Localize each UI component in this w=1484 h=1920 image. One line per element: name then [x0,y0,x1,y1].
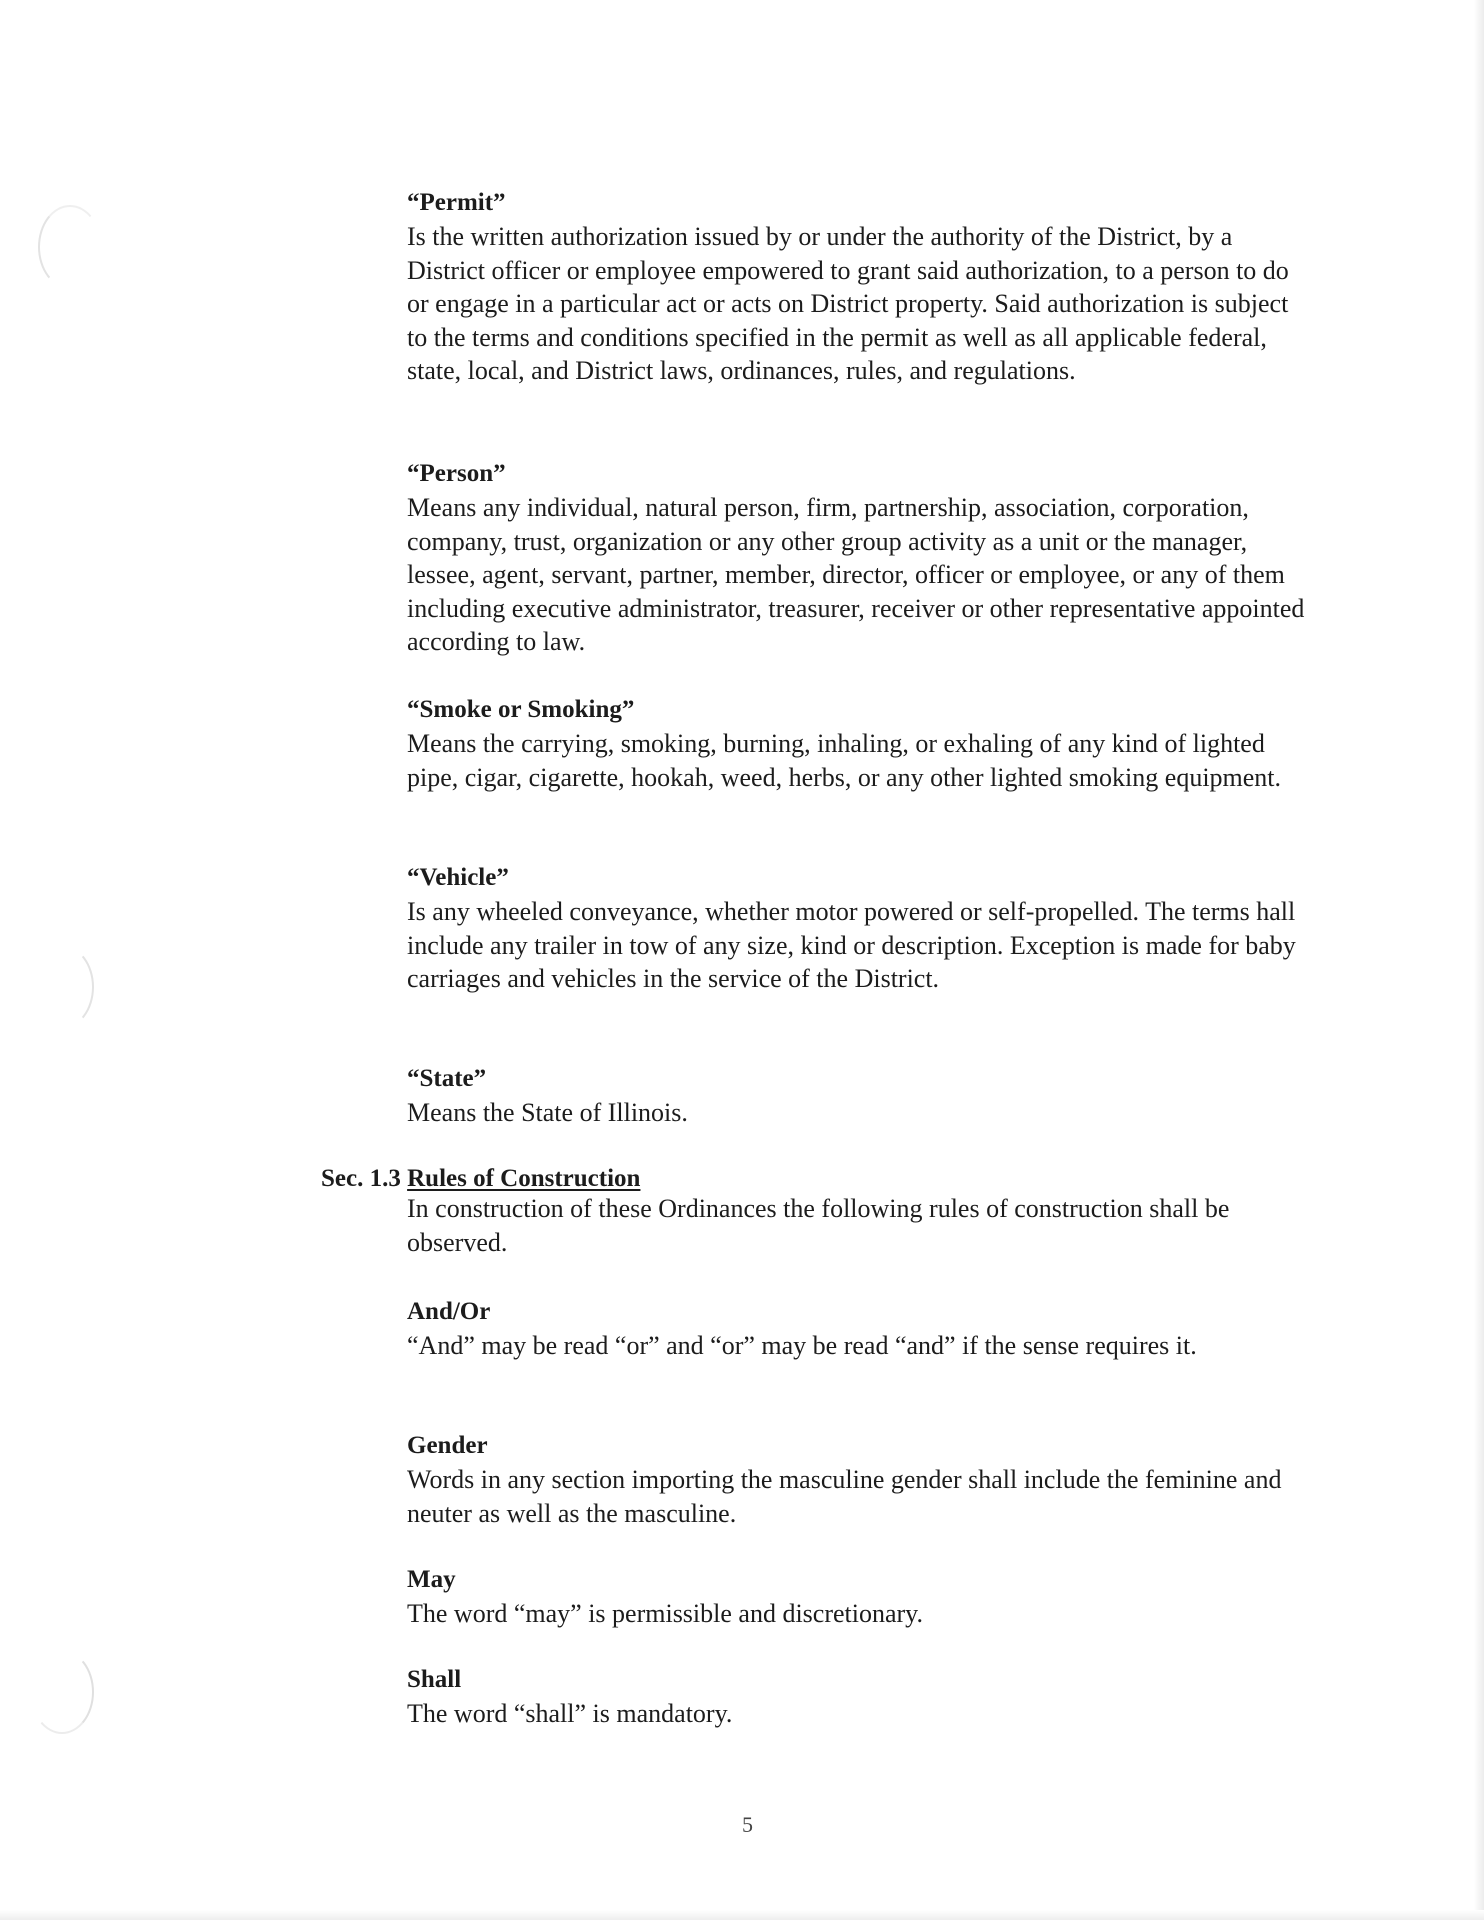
section-intro-text: In construction of these Ordinances the following rules of construction shall be observed. [407,1194,1230,1257]
section-intro [407,1192,1307,1259]
definition-term: “Permit” [407,189,506,216]
definition-term: “Vehicle” [407,864,509,891]
rule-and-or [407,1295,1307,1363]
definition-term: “Person” [407,460,506,487]
page-edge-shadow [1474,0,1484,1920]
page-edge-shadow [0,1910,1484,1920]
definition-term: “Smoke or Smoking” [407,696,635,723]
rule-term: Gender [407,1432,488,1459]
definition-body: Means the carrying, smoking, burning, inhaling, or exhaling of any kind of lighted pipe, cigar, cigarette, hookah, weed, herbs, or any other lighted smoking equipment. [407,729,1282,792]
rule-shall [407,1663,1307,1731]
punch-hole-mark [38,205,102,289]
definition-body: Is any wheeled conveyance, whether motor powered or self-propelled. The terms hall include any trailer in tow of any size, kind or description. Exception is made for baby carriages and vehicles in the service of the District. [407,897,1296,994]
definition-state [407,1062,1307,1130]
rule-body: Words in any section importing the masculine gender shall include the feminine and neuter as well as the masculine. [407,1465,1282,1528]
section-number: Sec. 1.3 [321,1165,401,1192]
definition-body: Is the written authorization issued by or under the authority of the District, by a District officer or employee empowered to grant said authorization, to a person to do or engage in a particular act or acts on District property. Said authorization is subject to the terms and conditions specified in the permit as well as all applicable federal, state, local, and District laws, ordinances, rules, and regulations. [407,222,1289,386]
rule-body: The word “may” is permissible and discretionary. [407,1599,923,1628]
definition-vehicle [407,861,1307,996]
rule-term: May [407,1566,456,1593]
definition-smoke-or-smoking [407,693,1307,794]
definition-permit [407,186,1307,388]
section-title: Rules of Construction [407,1165,641,1192]
rule-body: “And” may be read “or” and “or” may be read “and” if the sense requires it. [407,1331,1197,1360]
rule-term: Shall [407,1666,462,1693]
definition-term: “State” [407,1065,487,1092]
rule-body: The word “shall” is mandatory. [407,1699,733,1728]
rule-gender [407,1429,1307,1530]
definition-body: Means the State of Illinois. [407,1098,688,1127]
section-heading [321,1162,640,1196]
definition-person [407,457,1307,659]
page-number: 5 [742,1812,753,1837]
punch-hole-mark [30,1650,94,1734]
rule-may [407,1563,1307,1631]
punch-hole-mark [30,945,94,1029]
rule-term: And/Or [407,1298,491,1325]
definition-body: Means any individual, natural person, firm, partnership, association, corporation, company, trust, organization or any other group activity as a unit or the manager, lessee, agent, servant, partner, member, director, officer or employee, or any of them including executive administrator, treasurer, receiver or other representative appointed according to law. [407,493,1305,657]
